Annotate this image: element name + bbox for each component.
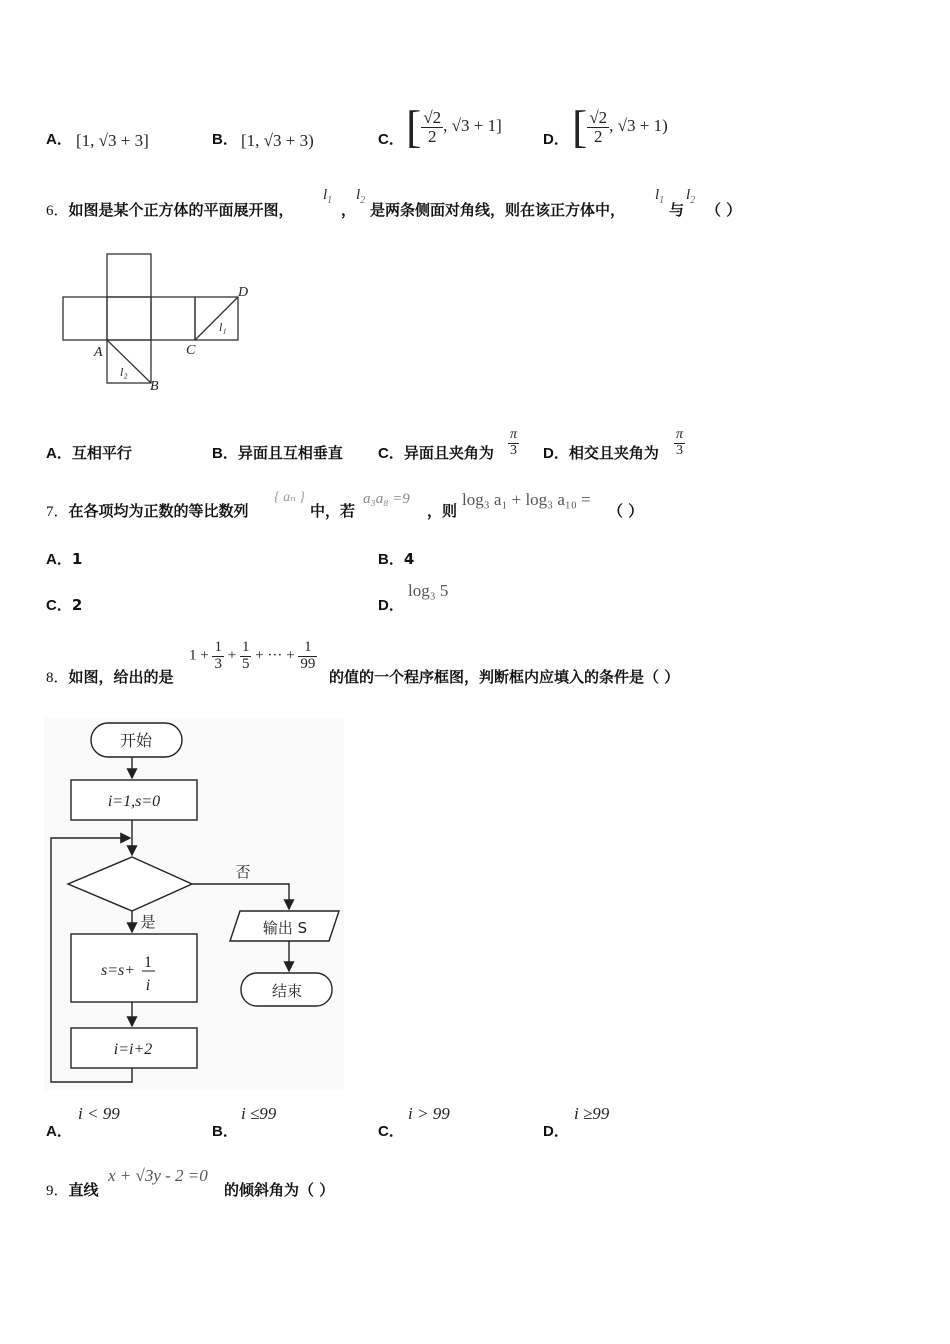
flow-yes-label: 是 (140, 913, 156, 931)
q8-option-a[interactable]: A． (46, 1123, 72, 1140)
q7-option-d[interactable]: D． (378, 597, 404, 614)
q6-stem-c: 与 (669, 201, 685, 219)
flow-end-label: 结束 (271, 982, 303, 1000)
diagonal-l2 (107, 340, 151, 383)
question-8-stem: 8．如图，给出的是 (46, 668, 174, 686)
cube-net-figure (44, 248, 274, 398)
q7-sequence: { aₙ } (274, 490, 305, 505)
q6-l1-symbol-2: $l_1$ (655, 187, 665, 206)
net-face-top (107, 254, 151, 297)
q6-option-d-frac: $\frac{\pi}{3}$ (676, 427, 684, 458)
label-a: A (94, 345, 103, 360)
q5-option-c[interactable]: C． (378, 131, 404, 148)
flow-no-label: 否 (235, 863, 251, 881)
label-b: B (150, 379, 159, 394)
net-face-right (151, 297, 195, 340)
q6-sep: ， (341, 201, 357, 219)
flow-output-label: 输出 S (262, 919, 308, 937)
q6-l1-symbol: $l_1$ (323, 187, 333, 206)
label-l1: l₁ (219, 320, 227, 334)
q9-expression: x + √3y - 2 =0 (108, 1166, 208, 1185)
q6-option-c[interactable]: C．异面且夹角为 (378, 444, 494, 462)
question-9-stem: 9．直线 (46, 1181, 99, 1199)
q6-stem-b: 是两条侧面对角线，则在该正方体中， (370, 201, 626, 219)
q5-option-b-math: [1, √3 + 3) (241, 131, 314, 150)
q5-option-d[interactable]: D． (543, 131, 569, 148)
q8-option-b[interactable]: B． (212, 1123, 238, 1140)
q6-option-a[interactable]: A．互相平行 (46, 444, 132, 462)
q7-condition: a₃a₈ =9 (363, 491, 410, 507)
q8-option-a-math: i < 99 (78, 1104, 120, 1123)
label-d: D (238, 285, 249, 300)
q5-option-a[interactable]: A． (46, 131, 72, 148)
diagonal-l1 (195, 297, 238, 340)
net-face-left (63, 297, 107, 340)
flow-update-s-label: s=s+ (100, 962, 136, 979)
q8-option-c-math: i > 99 (408, 1104, 450, 1123)
q8-series-expression: 1 + $\frac{1}{3}$ + $\frac{1}{5}$ + ··· + $\frac{1}{99}$ (189, 639, 316, 672)
q5-option-b[interactable]: B． (212, 131, 238, 148)
net-face-center (107, 297, 151, 340)
q6-answer-paren: （ ） (706, 201, 742, 219)
q5-option-d-math: [ $\frac{√2}{2}$ , √3 + 1) (572, 101, 668, 152)
q7-option-a[interactable]: A．1 (46, 550, 83, 568)
q5-option-c-math: [ $\frac{√2}{2}$ , √3 + 1] (406, 101, 502, 152)
q7-stem-b: 中，若 (310, 502, 356, 520)
q6-l2-symbol: $l_2$ (356, 187, 366, 206)
q7-option-b[interactable]: B．4 (378, 550, 415, 568)
flow-increment-label: i=i+2 (113, 1041, 153, 1058)
flowchart-figure (44, 718, 344, 1090)
q6-option-b[interactable]: B．异面且互相垂直 (212, 444, 343, 462)
q5-option-a-math: [1, √3 + 3] (76, 131, 149, 150)
q8-option-d-math: i ≥99 (574, 1104, 610, 1123)
flow-update-one: 1 (144, 954, 152, 971)
q7-answer-paren: （ ） (608, 502, 644, 520)
question-7-stem: 7．在各项均为正数的等比数列 (46, 502, 249, 520)
q8-option-d[interactable]: D． (543, 1123, 569, 1140)
q6-option-d[interactable]: D．相交且夹角为 (543, 444, 659, 462)
question-6-stem: 6．如图是某个正方体的平面展开图， (46, 201, 294, 219)
q7-expression: log₃ a₁ + log₃ a₁₀ = (462, 490, 591, 509)
q7-option-c[interactable]: C．2 (46, 596, 83, 614)
q8-option-c[interactable]: C． (378, 1123, 404, 1140)
q8-stem-b: 的值的一个程序框图，判断框内应填入的条件是（ ） (329, 668, 680, 686)
q7-stem-c: ，则 (427, 502, 458, 520)
q6-option-c-frac: $\frac{\pi}{3}$ (510, 427, 518, 458)
label-l2: l₂ (120, 365, 128, 379)
q6-l2-symbol-2: $l_2$ (686, 187, 696, 206)
q7-option-d-math: log₃ 5 (408, 581, 449, 600)
flow-start-label: 开始 (119, 731, 153, 750)
q9-stem-b: 的倾斜角为（ ） (224, 1181, 335, 1199)
flow-update-i: i (145, 977, 151, 994)
q8-option-b-math: i ≤99 (241, 1104, 277, 1123)
flow-init-label: i=1,s=0 (107, 793, 161, 810)
label-c: C (186, 343, 196, 358)
